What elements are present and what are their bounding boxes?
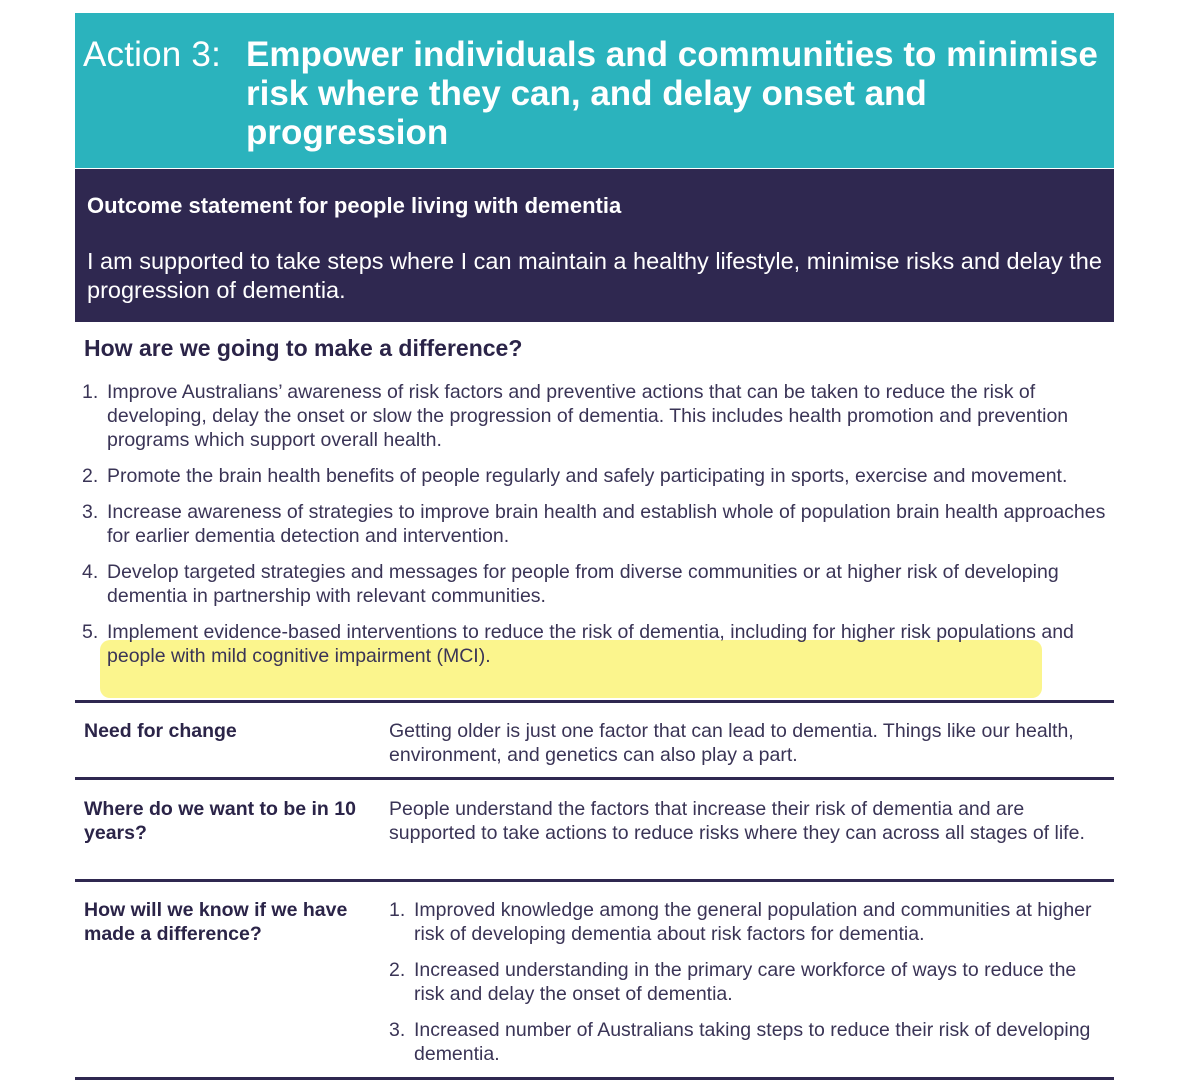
list-number: 1. [82,381,99,403]
list-text: Promote the brain health benefits of people regularly and safely participating in sports, exercise and movement. [107,465,1068,487]
action-title: Empower individuals and communities to minimise risk where they can, and delay onset and progression [246,35,1098,152]
list-item [389,898,1109,946]
list-item [82,380,1112,452]
outcome-text: I am supported to take steps where I can maintain a healthy lifestyle, minimise risks and delay the progression of dementia. [87,248,1102,303]
divider [75,1077,1114,1080]
list-number: 3. [389,1019,406,1041]
list-item [389,958,1109,1006]
list-number: 5. [82,621,99,643]
list-text: Increased understanding in the primary care workforce of ways to reduce the risk and delay the onset of dementia. [414,959,1077,1005]
difference-list [82,380,1112,680]
list-item [389,1018,1109,1066]
list-text: Increase awareness of strategies to improve brain health and establish whole of population brain health approaches for earlier dementia detection and intervention. [107,501,1106,547]
outcome-statement-box [75,169,1114,322]
list-number: 3. [82,501,99,523]
list-number: 1. [389,899,406,921]
list-number: 2. [389,959,406,981]
list-item [82,464,1112,488]
divider [75,879,1114,882]
outcome-heading: Outcome statement for people living with dementia [87,193,622,218]
action-header [75,13,1114,168]
list-item [82,500,1112,548]
measure-list [389,898,1109,1078]
action-label: Action 3: [83,35,221,74]
list-item [82,560,1112,608]
list-item-highlighted [82,620,1112,668]
list-text: Develop targeted strategies and messages for people from diverse communities or at higher risk of developing dementia in partnership with relevant communities. [107,561,1059,607]
ten-years-text: People understand the factors that increase their risk of dementia and are supported to take actions to reduce risks where they can across all stages of life. [389,798,1085,844]
need-for-change-text: Getting older is just one factor that can lead to dementia. Things like our health, environment, and genetics can also play a part. [389,720,1074,766]
list-text: Improve Australians’ awareness of risk factors and preventive actions that can be taken to reduce the risk of developing, delay the onset or slow the progression of dementia. This includes health promotion and prevention programs which support overall health. [107,381,1069,451]
ten-years-label: Where do we want to be in 10 years? [84,798,356,844]
measure-label: How will we know if we have made a difference? [84,899,348,945]
list-text: Improved knowledge among the general population and communities at higher risk of developing dementia about risk factors for dementia. [414,899,1092,945]
list-text: Implement evidence-based interventions to reduce the risk of dementia, including for higher risk populations and people with mild cognitive impairment (MCI). [107,621,1074,667]
divider [75,700,1114,703]
list-text: Increased number of Australians taking steps to reduce their risk of developing dementia. [414,1019,1091,1065]
list-number: 4. [82,561,99,583]
list-number: 2. [82,465,99,487]
divider [75,777,1114,780]
need-for-change-label: Need for change [84,720,237,742]
difference-heading: How are we going to make a difference? [84,335,523,361]
